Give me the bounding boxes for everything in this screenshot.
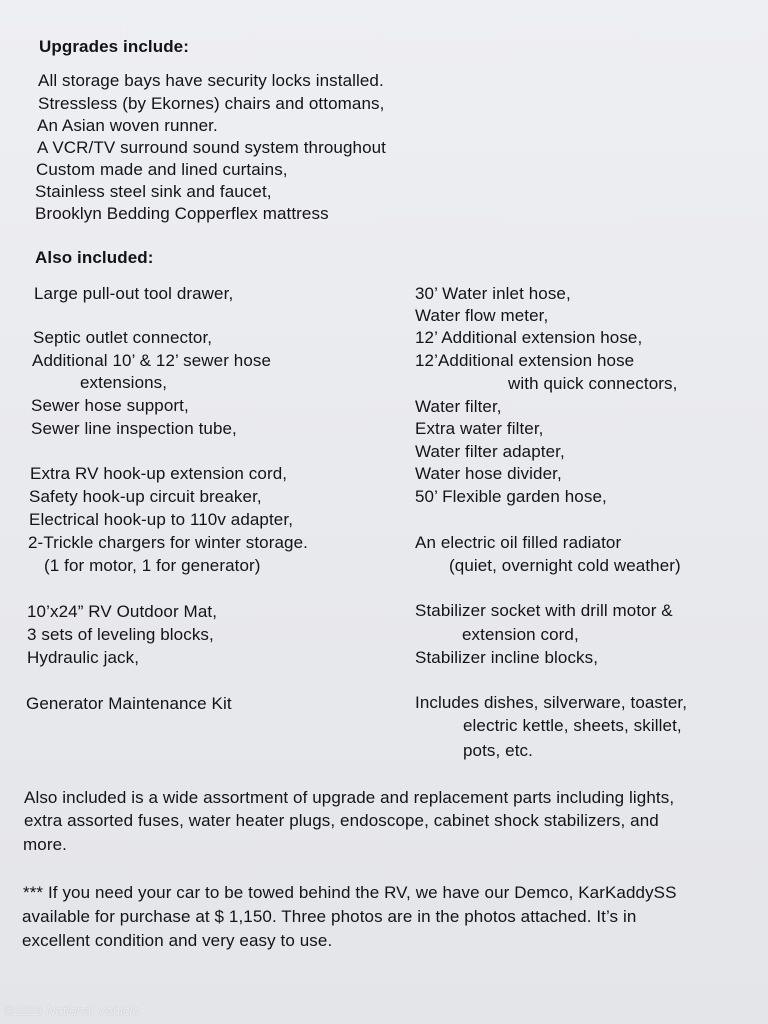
right-item: extension cord, <box>462 625 579 644</box>
left-item: Large pull-out tool drawer, <box>34 284 234 303</box>
right-item: Includes dishes, silverware, toaster, <box>415 693 688 712</box>
right-item: An electric oil filled radiator <box>415 533 622 552</box>
right-item: 12’ Additional extension hose, <box>415 328 643 347</box>
left-item: Extra RV hook-up extension cord, <box>30 464 288 483</box>
left-item: Sewer hose support, <box>31 396 189 415</box>
right-item: pots, etc. <box>463 741 533 760</box>
upgrade-item: Custom made and lined curtains, <box>36 160 288 179</box>
also-included-heading: Also included: <box>35 248 154 267</box>
watermark-text: ©2026 National Vehicle <box>4 1003 140 1018</box>
left-item: Hydraulic jack, <box>27 648 140 667</box>
left-item: Safety hook-up circuit breaker, <box>29 487 262 506</box>
upgrade-item: Stainless steel sink and faucet, <box>35 182 272 201</box>
right-item: with quick connectors, <box>508 374 678 393</box>
right-item: Water filter adapter, <box>415 442 565 461</box>
right-item: electric kettle, sheets, skillet, <box>463 716 682 735</box>
tow-paragraph-line: available for purchase at $ 1,150. Three photos are in the photos attached. It’s in <box>22 907 637 926</box>
tow-paragraph-line: excellent condition and very easy to use. <box>22 931 333 950</box>
upgrade-item: A VCR/TV surround sound system throughout <box>37 138 386 157</box>
right-item: Water flow meter, <box>415 306 549 325</box>
upgrade-item: An Asian woven runner. <box>37 116 218 135</box>
left-item: 2-Trickle chargers for winter storage. <box>28 533 308 552</box>
parts-paragraph-line: extra assorted fuses, water heater plugs, endoscope, cabinet shock stabilizers, and <box>24 811 659 830</box>
upgrades-heading: Upgrades include: <box>39 37 190 56</box>
upgrade-item: Stressless (by Ekornes) chairs and ottomans, <box>38 94 385 113</box>
right-item: Water filter, <box>415 397 502 416</box>
right-item: Extra water filter, <box>415 419 544 438</box>
right-item: 50’ Flexible garden hose, <box>415 487 607 506</box>
left-item: extensions, <box>80 373 168 392</box>
left-item: Septic outlet connector, <box>33 328 213 347</box>
upgrade-item: All storage bays have security locks installed. <box>38 71 384 90</box>
left-item: Generator Maintenance Kit <box>26 694 232 713</box>
right-item: (quiet, overnight cold weather) <box>449 556 681 575</box>
left-item: Electrical hook-up to 110v adapter, <box>29 510 294 529</box>
left-item: Additional 10’ & 12’ sewer hose <box>32 351 272 370</box>
right-item: Stabilizer socket with drill motor & <box>415 601 673 620</box>
parts-paragraph-line: Also included is a wide assortment of upgrade and replacement parts including lights, <box>24 788 675 807</box>
tow-paragraph-line: *** If you need your car to be towed behind the RV, we have our Demco, KarKaddySS <box>23 883 677 902</box>
right-item: Water hose divider, <box>415 464 562 483</box>
left-item: 3 sets of leveling blocks, <box>27 625 214 644</box>
right-item: 12’Additional extension hose <box>415 351 635 370</box>
right-item: Stabilizer incline blocks, <box>415 648 599 667</box>
parts-paragraph-line: more. <box>23 835 67 854</box>
left-item: 10’x24” RV Outdoor Mat, <box>27 602 218 621</box>
left-item: (1 for motor, 1 for generator) <box>44 556 261 575</box>
left-item: Sewer line inspection tube, <box>31 419 237 438</box>
right-item: 30’ Water inlet hose, <box>415 284 571 303</box>
upgrade-item: Brooklyn Bedding Copperflex mattress <box>35 204 329 223</box>
